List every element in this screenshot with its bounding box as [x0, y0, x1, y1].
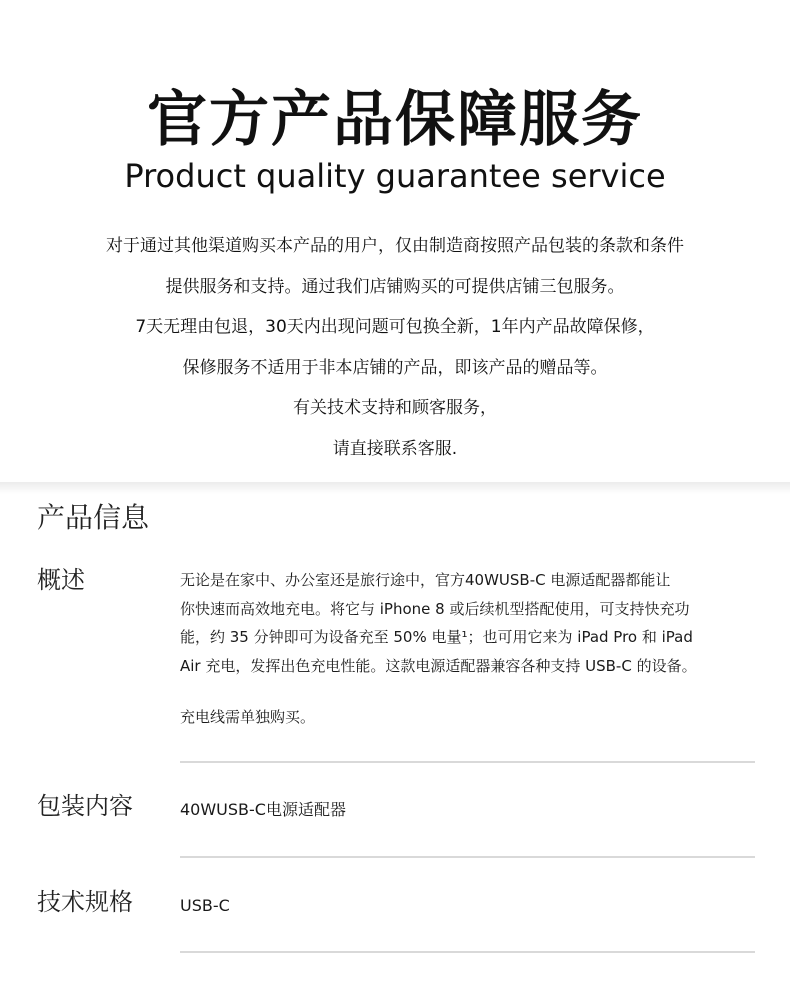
specs-label: 技术规格: [37, 888, 133, 916]
overview-line: 你快速而高效地充电。将它与 iPhone 8 或后续机型搭配使用，可支持快充功: [180, 599, 690, 618]
row-divider: [180, 856, 755, 858]
notice-line: 保修服务不适用于非本店铺的产品，即该产品的赠品等。: [182, 357, 608, 378]
notice-line: 对于通过其他渠道购买本产品的用户，仅由制造商按照产品包装的条款和条件: [106, 236, 684, 256]
overview-line: Air 充电，发挥出色充电性能。这款电源适配器兼容各种支持 USB-C 的设备。: [180, 656, 697, 675]
service-notice: [0, 226, 790, 469]
page-subtitle: Product quality guarantee service: [124, 157, 666, 195]
row-divider: [180, 761, 755, 763]
package-value: 40WUSB-C电源适配器: [180, 800, 346, 819]
notice-line: 7天无理由包退，30天内出现问题可包换全新，1年内产品故障保修，: [135, 317, 655, 337]
overview-description: [180, 566, 758, 680]
specs-value: USB-C: [180, 896, 230, 915]
overview-line: 能，约 35 分钟即可为设备充至 50% 电量¹；也可用它来为 iPad Pro 和 iPad: [180, 628, 693, 646]
overview-note: 充电线需单独购买。: [180, 708, 316, 726]
overview-line: 无论是在家中、办公室还是旅行途中，官方40WUSB-C 电源适配器都能让: [180, 571, 671, 589]
notice-line: 请直接联系客服.: [332, 438, 458, 459]
package-label: 包装内容: [37, 792, 133, 820]
row-divider: [180, 951, 755, 953]
overview-label: 概述: [37, 566, 85, 594]
page-title: 官方产品保障服务: [147, 85, 643, 155]
section-divider: [0, 482, 790, 494]
notice-line: 有关技术支持和顾客服务，: [293, 398, 497, 418]
product-info-title: 产品信息: [37, 501, 150, 534]
notice-line: 提供服务和支持。通过我们店铺购买的可提供店铺三包服务。: [165, 276, 625, 297]
